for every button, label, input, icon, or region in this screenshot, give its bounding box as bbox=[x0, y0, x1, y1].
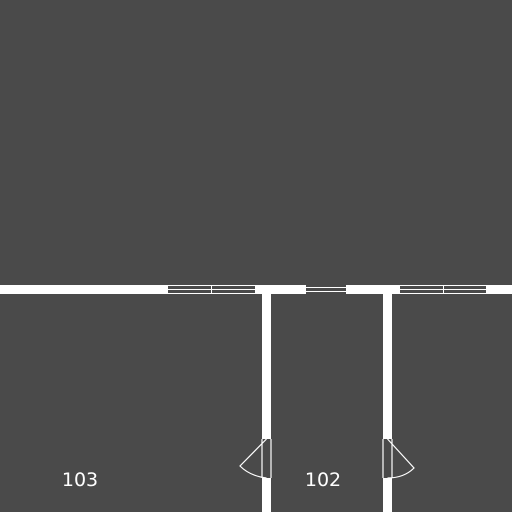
interior-wall-right-upper bbox=[383, 294, 392, 439]
interior-wall-left-lower bbox=[262, 478, 271, 512]
interior-wall-left-upper bbox=[262, 294, 271, 439]
corridor-opening bbox=[306, 288, 346, 292]
interior-wall-right bbox=[383, 294, 392, 512]
room-label-102: 102 bbox=[304, 469, 342, 491]
door-right bbox=[383, 439, 414, 478]
interior-wall-left bbox=[262, 294, 271, 512]
wall-segment-left bbox=[0, 285, 167, 294]
door-left bbox=[240, 439, 271, 478]
window-left bbox=[167, 285, 256, 294]
wall-segment-right bbox=[487, 285, 512, 294]
window-right bbox=[399, 285, 487, 294]
room-label-103: 103 bbox=[61, 469, 99, 491]
wall-segment-center-right bbox=[346, 285, 399, 294]
wall-segment-center-left bbox=[256, 285, 306, 294]
interior-wall-right-lower bbox=[383, 478, 392, 512]
